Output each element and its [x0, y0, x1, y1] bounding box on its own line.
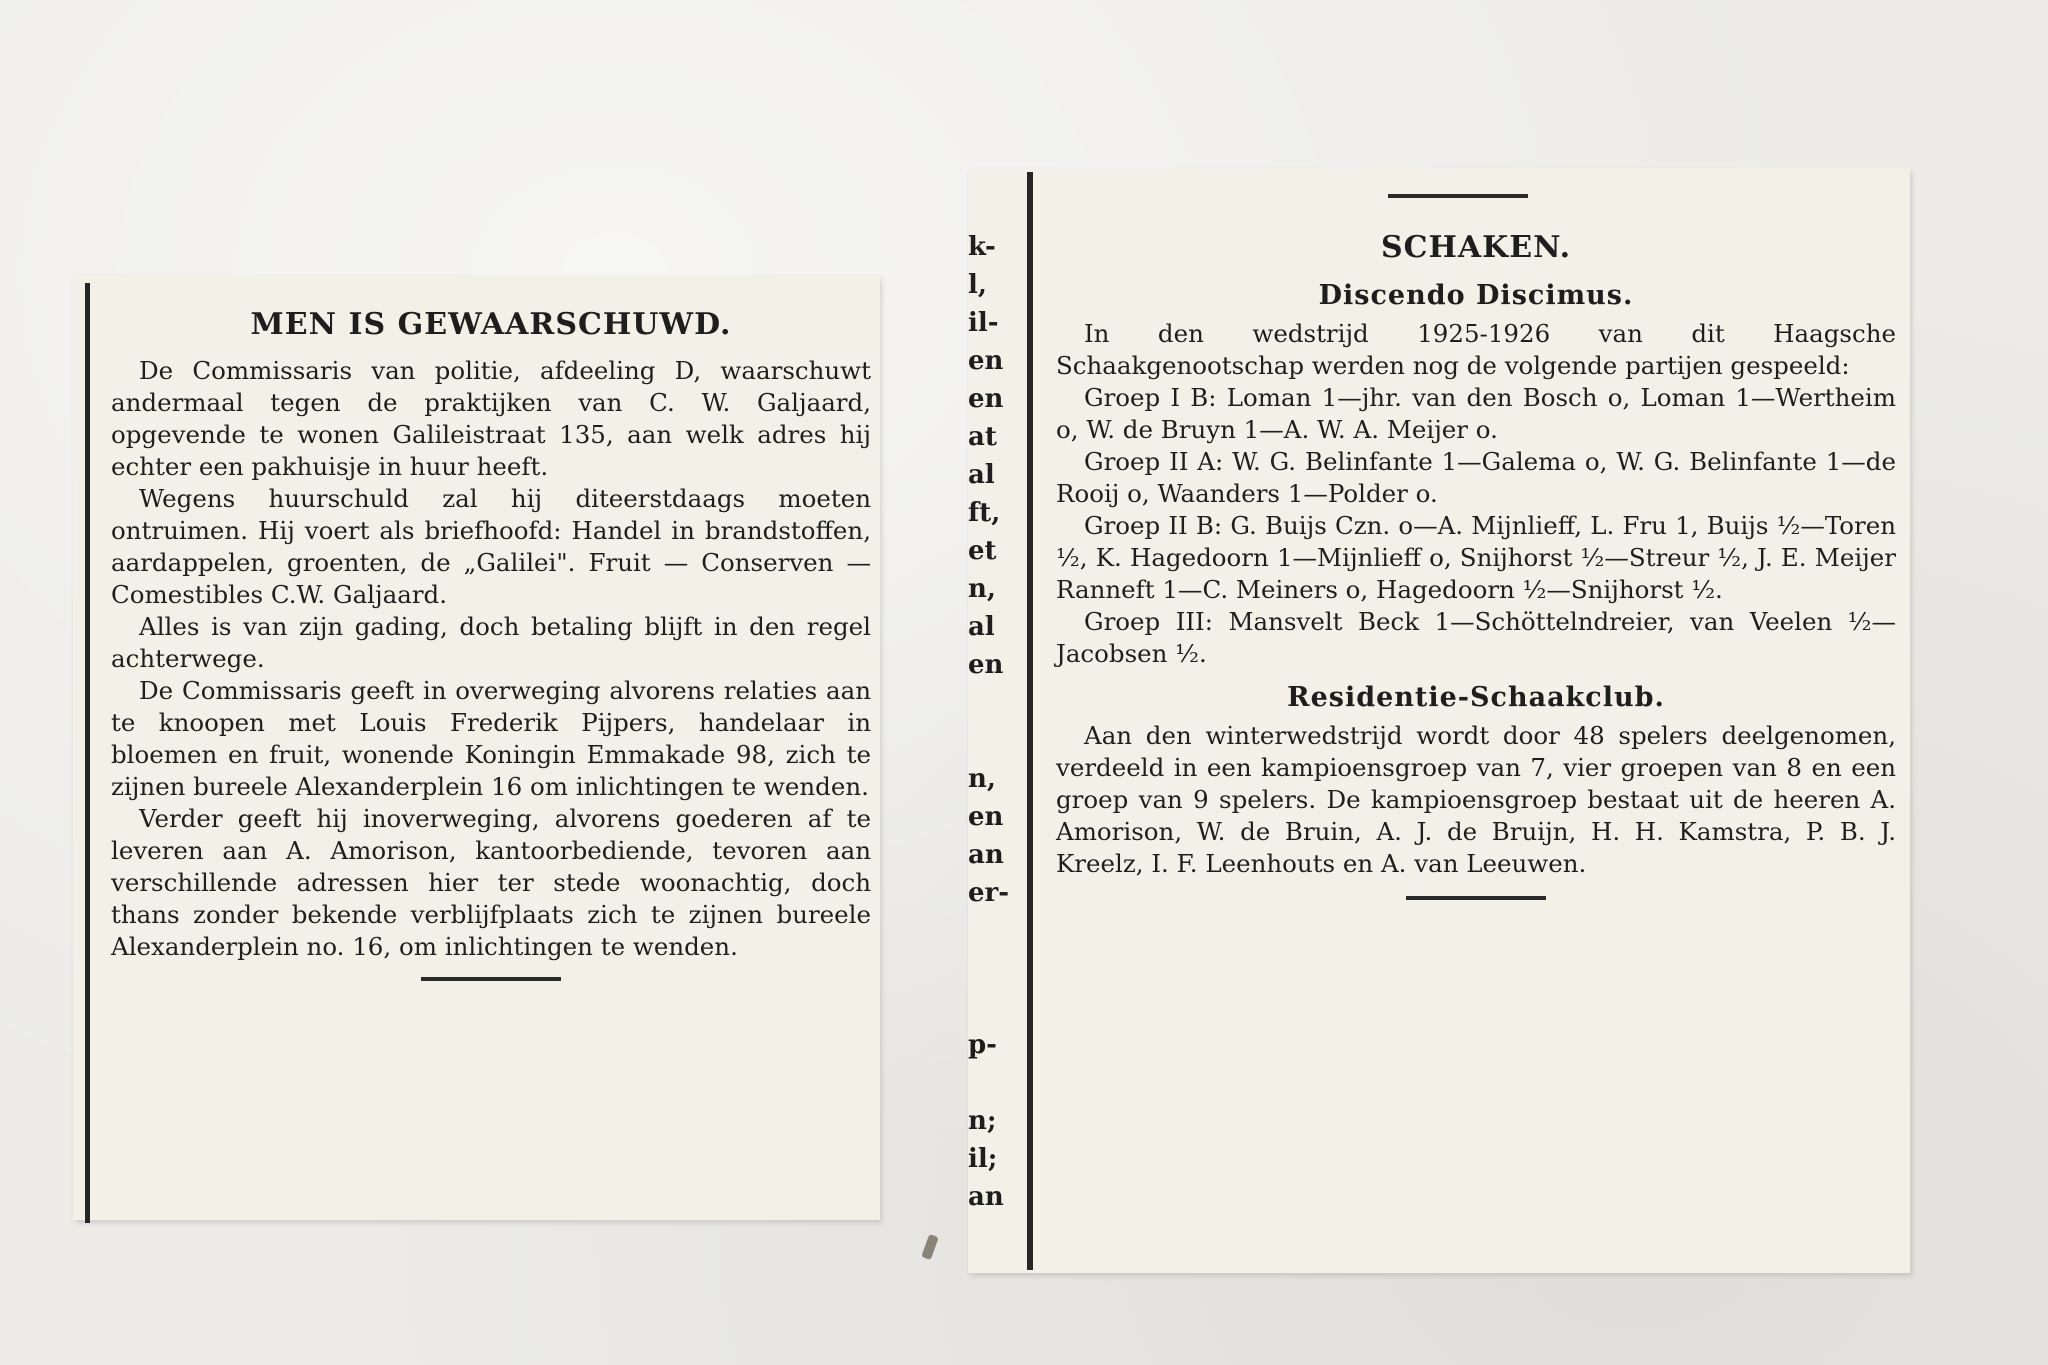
section-heading: Discendo Discimus.	[1318, 280, 1634, 311]
section-heading: Residentie-Schaakclub.	[1287, 682, 1665, 713]
article-paragraph: De Commissaris geeft in overweging alvorens relaties aan te knoopen met Louis Frederik Pijpers, handelaar in bloemen en fruit, wonende Koningin Emmakade 98, zich te zijnen bureele Alexanderplein 16 om inlichtingen te wenden.	[111, 676, 871, 801]
article-paragraph: Groep I B: Loman 1—jhr. van den Bosch o, Loman 1—Wertheim o, W. de Bruyn 1—A. W. A. Meijer o.	[1056, 383, 1896, 444]
article-warning	[111, 305, 871, 981]
right-newspaper-clipping	[968, 168, 1910, 1273]
edge-fragment: an	[968, 840, 1004, 870]
end-rule	[421, 977, 561, 981]
edge-fragment: p-	[968, 1030, 997, 1060]
edge-fragment	[968, 684, 1023, 722]
edge-fragment: n,	[968, 764, 996, 794]
edge-fragment	[968, 988, 1023, 1026]
edge-fragment: en	[968, 384, 1004, 414]
edge-fragment: ft,	[968, 498, 1001, 528]
adjacent-column-fragments	[968, 228, 1023, 1216]
edge-fragment: an	[968, 1182, 1004, 1212]
article-title: SCHAKEN.	[1380, 230, 1572, 265]
top-rule	[1388, 194, 1528, 198]
end-rule	[1406, 896, 1546, 900]
edge-fragment: er-	[968, 878, 1010, 908]
article-paragraph: Groep III: Mansvelt Beck 1—Schöttelndreier, van Veelen ½—Jacobsen ½.	[1056, 607, 1896, 668]
edge-fragment: k-	[968, 232, 996, 262]
column-rule	[85, 283, 90, 1223]
edge-fragment: n;	[968, 1106, 997, 1136]
edge-fragment	[968, 912, 1023, 950]
article-paragraph: Verder geeft hij inoverweging, alvorens goederen af te leveren aan A. Amorison, kantoorbediende, tevoren aan verschillende adressen hier ter stede woonachtig, doch thans zonder bekende verblijfplaats zich te zijnen bureele Alexanderplein no. 16, om inlichtingen te wenden.	[111, 804, 871, 961]
edge-fragment: al	[968, 460, 995, 490]
edge-fragment	[968, 722, 1023, 760]
article-paragraph: De Commissaris van politie, afdeeling D, waarschuwt andermaal tegen de praktijken van C. W. Galjaard, opgevende te wonen Galileistraat 135, aan welk adres hij echter een pakhuisje in huur heeft.	[111, 356, 871, 481]
edge-fragment: il-	[968, 308, 999, 338]
article-title: MEN IS GEWAARSCHUWD.	[250, 307, 732, 342]
edge-fragment: n,	[968, 574, 996, 604]
article-paragraph: Alles is van zijn gading, doch betaling blijft in den regel achterwege.	[111, 612, 871, 673]
edge-fragment: al	[968, 612, 995, 642]
edge-fragment	[968, 1064, 1023, 1102]
column-rule	[1027, 172, 1033, 1270]
wall-blemish	[921, 1234, 939, 1260]
article-paragraph: Groep II A: W. G. Belinfante 1—Galema o, W. G. Belinfante 1—de Rooij o, Waanders 1—Polder o.	[1056, 447, 1896, 508]
edge-fragment: at	[968, 422, 997, 452]
edge-fragment: l,	[968, 270, 987, 300]
article-chess	[1056, 228, 1896, 900]
edge-fragment	[968, 950, 1023, 988]
edge-fragment: en	[968, 802, 1004, 832]
article-paragraph: In den wedstrijd 1925-1926 van dit Haagsche Schaakgenootschap werden nog de volgende partijen gespeeld:	[1056, 319, 1896, 380]
edge-fragment: il;	[968, 1144, 998, 1174]
edge-fragment: et	[968, 536, 997, 566]
edge-fragment: en	[968, 650, 1004, 680]
left-newspaper-clipping	[73, 275, 880, 1220]
article-paragraph: Wegens huurschuld zal hij diteerstdaags moeten ontruimen. Hij voert als briefhoofd: Handel in brandstoffen, aardappelen, groenten, de „Galilei". Fruit — Conserven — Comestibles C.W. Galjaard.	[111, 484, 871, 609]
article-paragraph: Groep II B: G. Buijs Czn. o—A. Mijnlieff, L. Fru 1, Buijs ½—Toren ½, K. Hagedoorn 1—Mijnlieff o, Snijhorst ½—Streur ½, J. E. Meijer Ranneft 1—C. Meiners o, Hagedoorn ½—Snijhorst ½.	[1056, 511, 1896, 604]
edge-fragment: en	[968, 346, 1004, 376]
article-paragraph: Aan den winterwedstrijd wordt door 48 spelers deelgenomen, verdeeld in een kampioensgroep van 7, vier groepen van 8 en een groep van 9 spelers. De kampioensgroep bestaat uit de heeren A. Amorison, W. de Bruin, A. J. de Bruijn, H. H. Kamstra, P. B. J. Kreelz, I. F. Leenhouts en A. van Leeuwen.	[1056, 721, 1896, 878]
